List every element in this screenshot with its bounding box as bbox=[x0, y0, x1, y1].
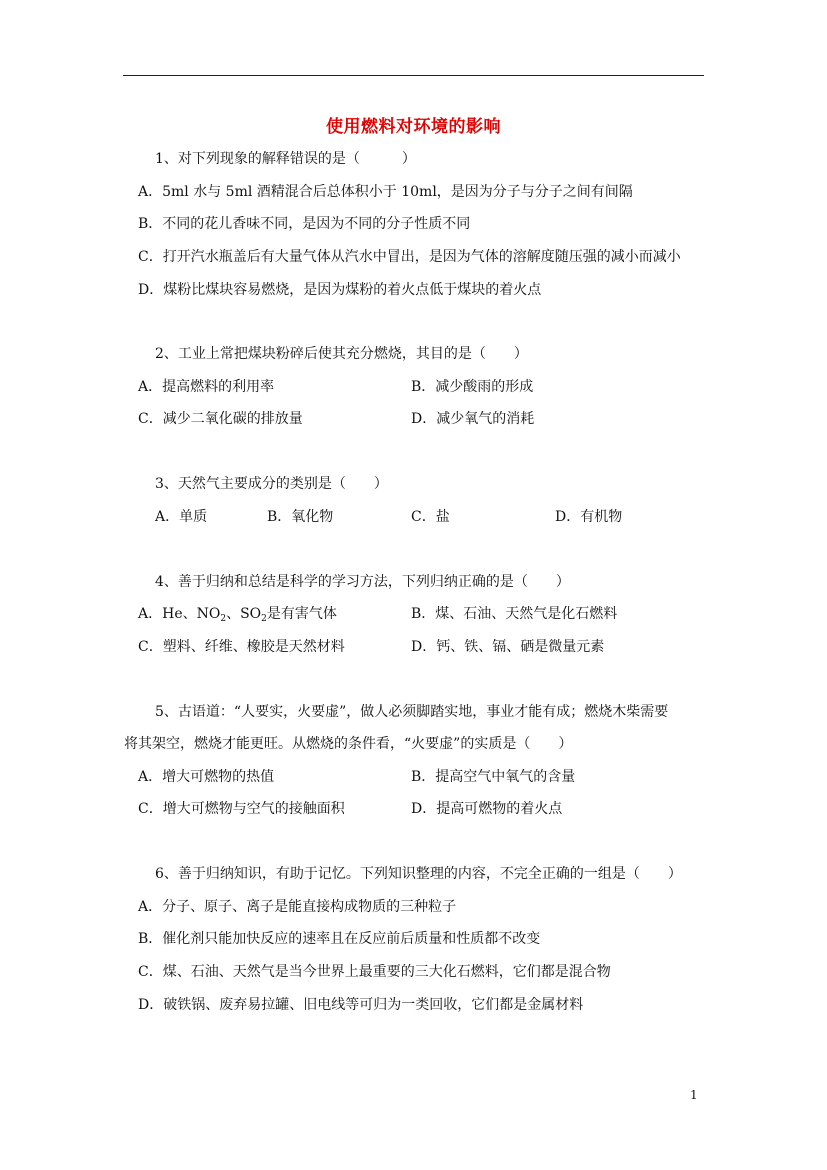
question-2-option-b: B．减少酸雨的形成 bbox=[411, 379, 534, 395]
question-6-option-a: A．分子、原子、离子是能直接构成物质的三种粒子 bbox=[138, 899, 457, 915]
question-4-option-c: C．塑料、纤维、橡胶是天然材料 bbox=[138, 639, 345, 655]
question-5-stem-line-2: 将其架空，燃烧才能更旺。从燃烧的条件看，“火要虚”的实质是（ ） bbox=[124, 736, 573, 752]
document-title: 使用燃料对环境的影响 bbox=[326, 117, 501, 137]
question-5-option-d: D．提高可燃物的着火点 bbox=[411, 801, 563, 817]
question-1-option-b: B．不同的花儿香味不同，是因为不同的分子性质不同 bbox=[138, 216, 471, 232]
question-2-option-c: C．减少二氧化碳的排放量 bbox=[138, 411, 303, 427]
question-1-stem: 1、对下列现象的解释错误的是（ ） bbox=[155, 151, 416, 167]
question-5-option-a: A．增大可燃物的热值 bbox=[138, 769, 275, 785]
question-6-option-b: B．催化剂只能加快反应的速率且在反应前后质量和性质都不改变 bbox=[138, 931, 541, 947]
question-4-stem: 4、善于归纳和总结是科学的学习方法，下列归纳正确的是（ ） bbox=[155, 574, 570, 590]
question-1-option-a: A．5ml 水与 5ml 酒精混合后总体积小于 10ml，是因为分子与分子之间有间隔 bbox=[138, 184, 633, 200]
question-6-stem: 6、善于归纳知识，有助于记忆。下列知识整理的内容，不完全正确的一组是（ ） bbox=[155, 866, 682, 882]
question-6-option-d: D．破铁锅、废弃易拉罐、旧电线等可归为一类回收，它们都是金属材料 bbox=[138, 997, 584, 1013]
header-rule bbox=[123, 75, 704, 76]
question-3-option-d: D．有机物 bbox=[555, 509, 623, 525]
question-5-option-c: C．增大可燃物与空气的接触面积 bbox=[138, 801, 345, 817]
question-3-stem: 3、天然气主要成分的类别是（ ） bbox=[155, 476, 388, 492]
question-4-option-a: A．He、$NO_2$、$SO_2$是有害气体 bbox=[138, 606, 337, 624]
question-3-option-c: C．盐 bbox=[411, 509, 450, 525]
question-3-option-b: B．氧化物 bbox=[267, 509, 334, 525]
question-6-option-c: C．煤、石油、天然气是当今世界上最重要的三大化石燃料，它们都是混合物 bbox=[138, 964, 611, 980]
question-1-option-d: D．煤粉比煤块容易燃烧，是因为煤粉的着火点低于煤块的着火点 bbox=[138, 282, 542, 298]
question-3-option-a: A．单质 bbox=[155, 509, 208, 525]
question-1-option-c: C．打开汽水瓶盖后有大量气体从汽水中冒出，是因为气体的溶解度随压强的减小而减小 bbox=[138, 249, 681, 265]
question-5-stem-line-1: 5、古语道：“人要实，火要虚”，做人必须脚踏实地，事业才能有成；燃烧木柴需要 bbox=[155, 704, 669, 720]
question-4-option-d: D．钙、铁、镉、硒是微量元素 bbox=[411, 639, 605, 655]
question-2-stem: 2、工业上常把煤块粉碎后使其充分燃烧，其目的是（ ） bbox=[155, 346, 528, 362]
question-2-option-a: A．提高燃料的利用率 bbox=[138, 379, 275, 395]
question-2-option-d: D．减少氧气的消耗 bbox=[411, 411, 535, 427]
page-number: 1 bbox=[690, 1088, 698, 1102]
question-5-option-b: B．提高空气中氧气的含量 bbox=[411, 769, 576, 785]
question-4-option-b: B．煤、石油、天然气是化石燃料 bbox=[411, 606, 618, 622]
